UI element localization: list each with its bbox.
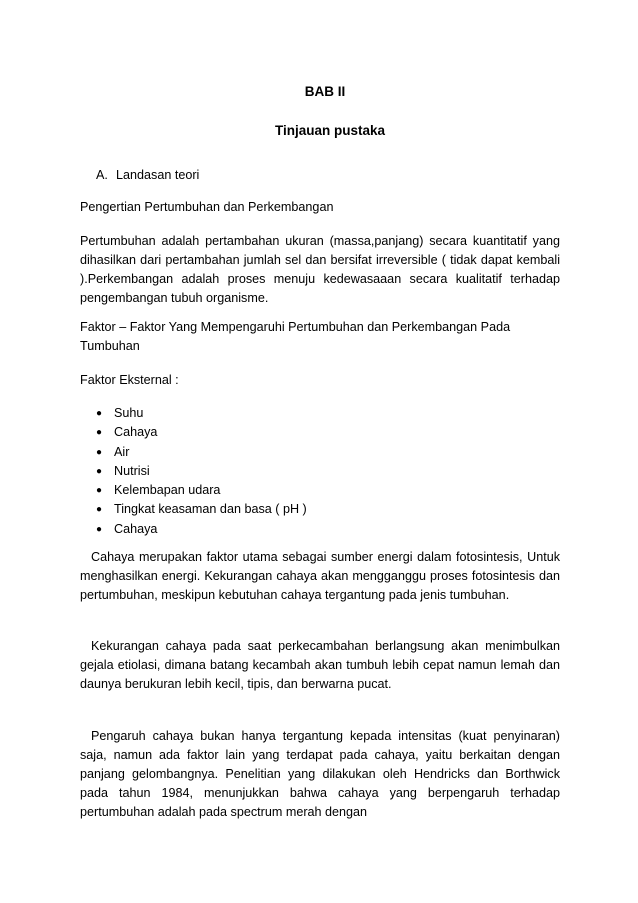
list-item: ● Suhu [96,404,307,423]
bullet-icon: ● [96,485,103,497]
chapter-number: BAB II [304,84,346,99]
list-item: ● Air [96,443,307,462]
paragraph-influence: Pengaruh cahaya bukan hanya tergantung kepada intensitas (kuat penyinaran) saja, namun ada faktor lain yang terdapat pada cahaya, yaitu berkaitan dengan panjang gelombangnya. Penelitian yang dilakukan oleh Hendricks dan Borthwick pada tahun 1984, menunjukkan bahwa cahaya yang berpengaruh terhadap pertumbuhan adalah pada spectrum merah dengan [80,729,560,819]
subheading-factors: Faktor – Faktor Yang Mempengaruhi Pertumbuhan dan Perkembangan Pada Tumbuhan [80,320,511,353]
paragraph-etiolation: Kekurangan cahaya pada saat perkecambahan berlangsung akan menimbulkan gejala etiolasi, dimana batang kecambah akan tumbuh lebih cepat namun lemah dan daunya berukuran lebih kecil, tipis, dan berwarna pucat. [80,639,560,691]
paragraph-light: Cahaya merupakan faktor utama sebagai sumber energi dalam fotosintesis, Untuk menghasilkan energi. Kekurangan cahaya akan mengganggu proses fotosintesis dan pertumbuhan, meskipun kebutuhan cahaya tergantung pada jenis tumbuhan. [80,550,560,602]
external-factors-label: Faktor Eksternal : [80,373,179,387]
paragraph-definition: Pertumbuhan adalah pertambahan ukuran (massa,panjang) secara kuantitatif yang dihasilkan dari pertambahan jumlah sel dan bersifat irreversible ( tidak dapat kembali ).Perkembangan adalah proses menuju kedewasaaan secara kualitatif terhadap pengembangan tubuh organisme. [80,234,560,305]
bullet-icon: ● [96,523,103,535]
bullet-icon: ● [96,446,103,458]
bullet-icon: ● [96,408,103,419]
list-item: ● Tingkat keasaman dan basa ( pH ) [96,500,307,519]
bullet-icon: ● [96,504,103,516]
subheading-growth: Pengertian Pertumbuhan dan Perkembangan [80,200,334,214]
list-item: ● Kelembapan udara [96,481,307,500]
list-item: ● Nutrisi [96,462,307,481]
section-label: Landasan teori [116,168,200,182]
list-item: ● Cahaya [96,520,307,539]
section-marker: A. [96,168,108,182]
chapter-title: Tinjauan pustaka [274,123,386,138]
bullet-icon: ● [96,427,103,439]
bullet-icon: ● [96,465,103,477]
external-factors-list [96,404,307,539]
section-heading [96,166,199,185]
list-item: ● Cahaya [96,423,307,442]
